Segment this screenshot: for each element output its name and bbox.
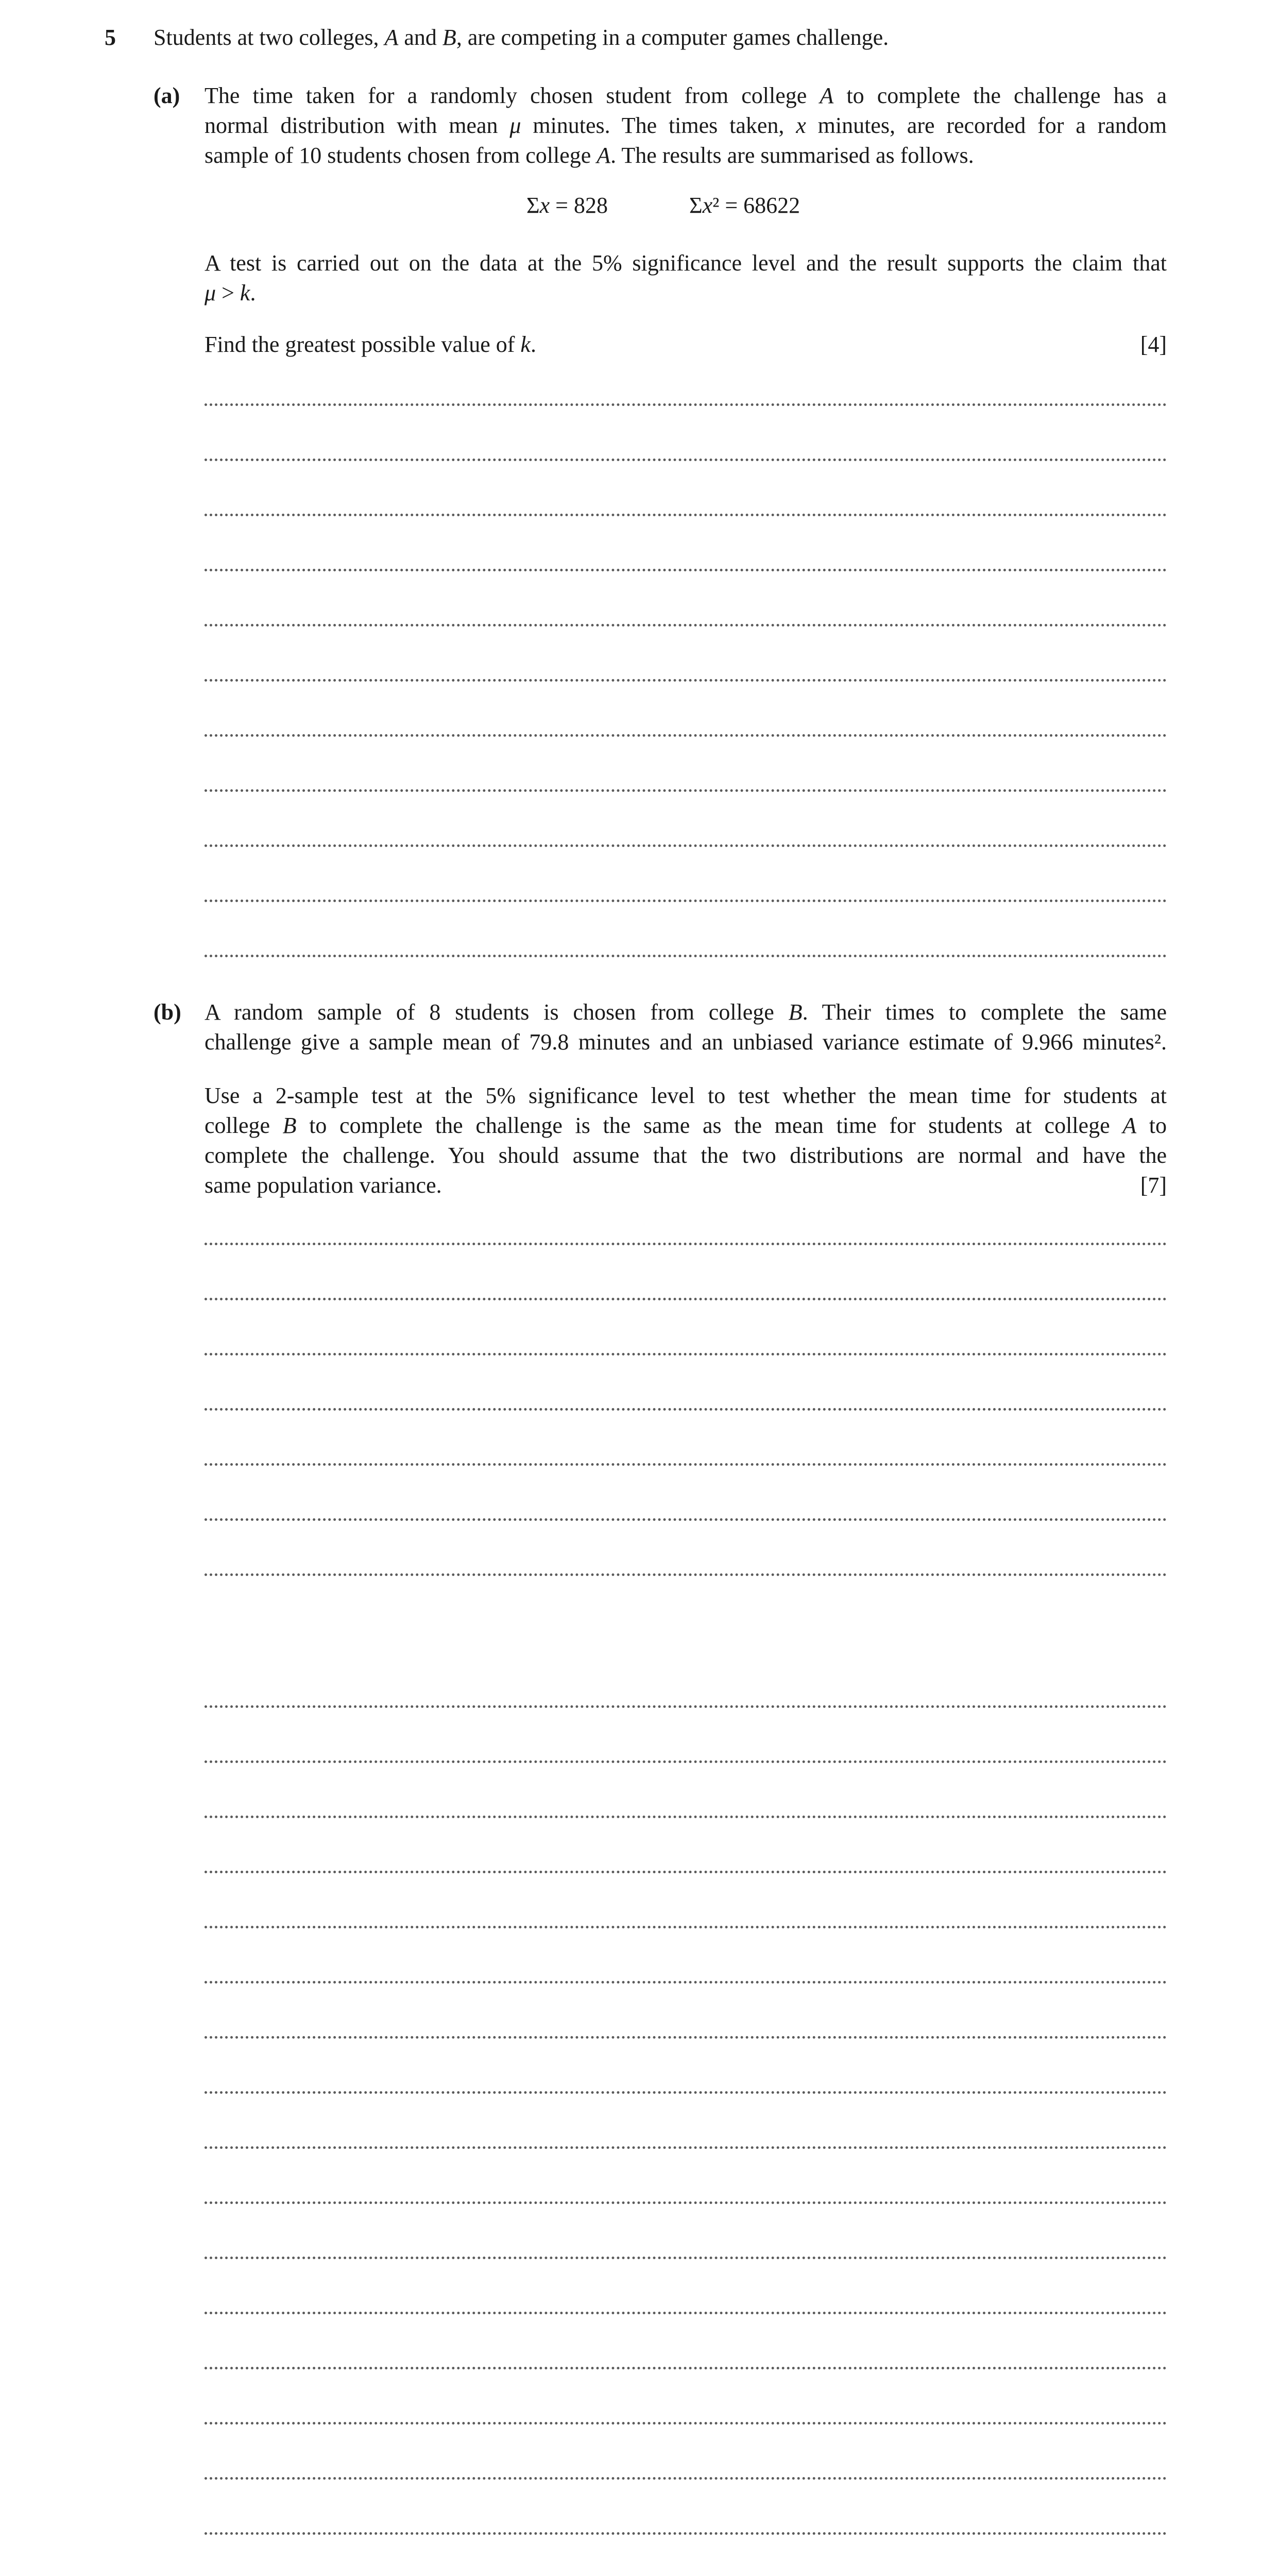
part-b-paragraph-1 [205, 997, 1167, 1057]
part-a-para2-line-2: μ > k. [205, 280, 256, 306]
part-a-para1-line-1: The time taken for a randomly chosen student from college A to complete the challenge has a [205, 83, 1167, 108]
answer-line-b-16[interactable] [205, 2146, 1167, 2149]
answer-line-b-17[interactable] [205, 2201, 1167, 2204]
part-a-para1-line-2: normal distribution with mean μ minutes. The times taken, x minutes, are recorded for a random [205, 113, 1167, 138]
part-b-para2-line-1: Use a 2-sample test at the 5% significance level to test whether the mean time for students at [205, 1083, 1167, 1108]
part-a-label: (a) [154, 83, 180, 108]
answer-line-a-7[interactable] [205, 734, 1167, 737]
answer-line-b-19[interactable] [205, 2312, 1167, 2314]
part-b-para2-line-4: same population variance. [205, 1173, 442, 1198]
answer-line-b-18[interactable] [205, 2257, 1167, 2259]
answer-line-a-5[interactable] [205, 624, 1167, 626]
part-b-para1-line-2: challenge give a sample mean of 79.8 minutes and an unbiased variance estimate of 9.966 minutes². [205, 1029, 1167, 1055]
answer-line-b-14[interactable] [205, 2036, 1167, 2039]
part-a-paragraph-2 [205, 248, 1167, 308]
part-a-instruction: Find the greatest possible value of k. [205, 332, 536, 357]
answer-line-b-21[interactable] [205, 2422, 1167, 2425]
answer-line-b-6[interactable] [205, 1518, 1167, 1521]
answer-line-b-23[interactable] [205, 2532, 1167, 2535]
part-b-paragraph-2 [205, 1081, 1167, 1200]
answer-line-a-9[interactable] [205, 844, 1167, 847]
answer-line-b-7[interactable] [205, 1573, 1167, 1576]
question-number: 5 [105, 25, 116, 50]
part-b-marks: [7] [1140, 1173, 1167, 1198]
answer-line-b-13[interactable] [205, 1981, 1167, 1984]
part-a-marks: [4] [1140, 332, 1167, 357]
part-a-para2-line-1: A test is carried out on the data at the 5% significance level and the result supports the claim that [205, 250, 1167, 276]
answer-line-a-2[interactable] [205, 459, 1167, 461]
answer-line-b-11[interactable] [205, 1871, 1167, 1873]
answer-line-b-15[interactable] [205, 2091, 1167, 2094]
answer-line-b-12[interactable] [205, 1926, 1167, 1928]
answer-line-a-10[interactable] [205, 900, 1167, 902]
answer-line-a-4[interactable] [205, 569, 1167, 571]
answer-line-a-8[interactable] [205, 789, 1167, 792]
answer-line-a-1[interactable] [205, 403, 1167, 406]
part-b-para2-line-2: college B to complete the challenge is the same as the mean time for students at college A to [205, 1113, 1167, 1138]
sum-x-squared-formula: Σx² = 68622 [689, 193, 800, 218]
answer-line-b-4[interactable] [205, 1408, 1167, 1411]
answer-line-b-22[interactable] [205, 2477, 1167, 2480]
answer-line-b-5[interactable] [205, 1463, 1167, 1466]
part-b-para2-line-3: complete the challenge. You should assume that the two distributions are normal and have the [205, 1143, 1167, 1168]
answer-line-b-20[interactable] [205, 2367, 1167, 2369]
answer-line-b-2[interactable] [205, 1298, 1167, 1300]
answer-line-b-8[interactable] [205, 1705, 1167, 1708]
answer-line-b-9[interactable] [205, 1760, 1167, 1763]
answer-line-a-11[interactable] [205, 955, 1167, 957]
question-intro: Students at two colleges, A and B, are competing in a computer games challenge. [154, 25, 889, 50]
answer-line-a-3[interactable] [205, 514, 1167, 516]
part-a-paragraph-1 [205, 81, 1167, 171]
answer-line-b-10[interactable] [205, 1816, 1167, 1818]
part-a-para1-line-3: sample of 10 students chosen from college A. The results are summarised as follows. [205, 143, 974, 168]
part-b-label: (b) [154, 999, 181, 1025]
answer-line-a-6[interactable] [205, 679, 1167, 682]
part-b-para1-line-1: A random sample of 8 students is chosen from college B. Their times to complete the same [205, 999, 1167, 1025]
sum-x-formula: Σx = 828 [526, 193, 608, 218]
answer-line-b-1[interactable] [205, 1243, 1167, 1245]
answer-line-b-3[interactable] [205, 1353, 1167, 1355]
